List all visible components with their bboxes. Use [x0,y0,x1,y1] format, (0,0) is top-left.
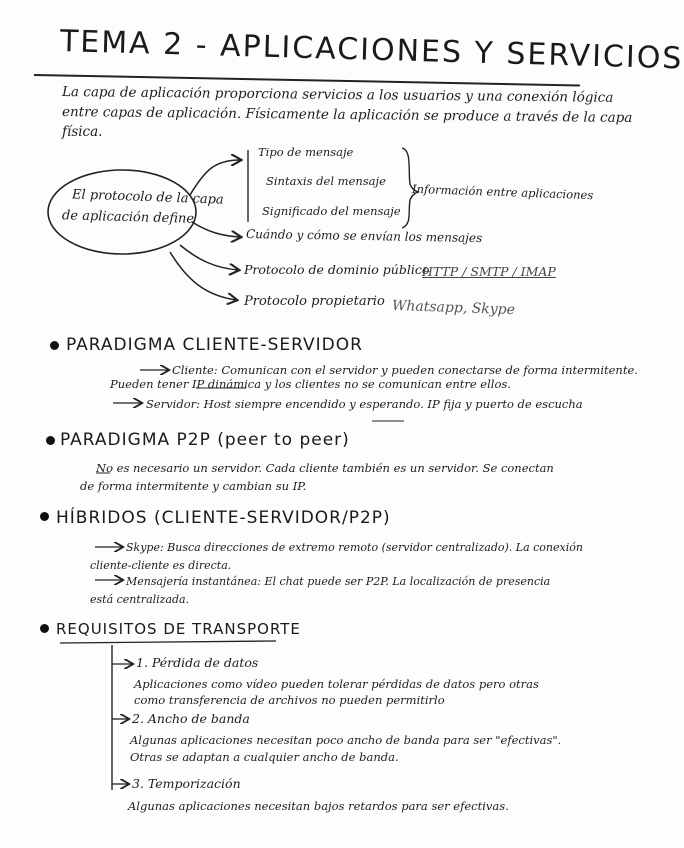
heading-transport: REQUISITOS DE TRANSPORTE [56,620,301,638]
p2p-line-2: de forma intermitente y cambian su IP. [80,479,307,493]
intro-line-2: entre capas de aplicación. Físicamente la aplicación se produce a través de la capa [61,104,633,126]
transport-item-3-title: 3. Temporización [132,776,241,791]
transport-item-1-line-2: como transferencia de archivos no pueden permitirlo [134,693,445,707]
when-how-text: Cuándo y cómo se envían los mensajes [245,226,483,246]
bullet-hybrid [40,512,49,521]
bullet-transport [40,624,49,633]
heading-hybrid: HÍBRIDOS (CLIENTE-SERVIDOR/P2P) [56,508,391,528]
arrow-to-message-list [190,160,240,195]
skype-line-1: Skype: Busca direcciones de extremo remoto (servidor centralizado). La conexión [126,541,583,554]
transport-item-2-line-1: Algunas aplicaciones necesitan poco ancho de banda para ser "efectivas". [130,733,562,747]
public-protocol-label: Protocolo de dominio público [244,262,430,277]
transport-heading-underline [60,641,276,643]
item-message-syntax: Sintaxis del mensaje [266,174,386,188]
heading-client-server: PARADIGMA CLIENTE-SERVIDOR [66,335,363,355]
brace-label: Información entre aplicaciones [411,181,594,203]
page-title: TEMA 2 - APLICACIONES Y SERVICIOS [59,24,684,77]
arrow-to-when-how [192,222,240,237]
bullet-client-server [50,341,59,350]
intro-line-1: La capa de aplicación proporciona servicios a los usuarios y una conexión lógica [61,84,614,106]
item-message-type: Tipo de mensaje [258,145,354,159]
messaging-line-1: Mensajería instantánea: El chat puede ser P2P. La localización de presencia [126,575,551,588]
public-protocol-examples: HTTP / SMTP / IMAP [422,264,556,279]
server-line: Servidor: Host siempre encendido y esperando. IP fija y puerto de escucha [146,397,583,411]
client-line-2: Pueden tener IP dinámica y los clientes no se comunican entre ellos. [110,377,511,391]
transport-item-2-title: 2. Ancho de banda [132,711,250,726]
bullet-p2p [46,436,55,445]
p2p-line-1: No es necesario un servidor. Cada cliente también es un servidor. Se conectan [96,461,554,475]
client-line-1: Cliente: Comunican con el servidor y pueden conectarse de forma intermitente. [172,363,638,377]
heading-p2p: PARADIGMA P2P (peer to peer) [60,430,350,450]
transport-item-1-title: 1. Pérdida de datos [136,655,259,670]
bubble-text-line-1: El protocolo de la capa [71,187,224,208]
item-message-meaning: Significado del mensaje [262,204,401,218]
transport-item-3-line-1: Algunas aplicaciones necesitan bajos retardos para ser efectivas. [128,799,509,813]
arrow-to-proprietary [170,252,236,300]
bubble-text-line-2: de aplicación define [61,208,195,227]
skype-line-2: cliente-cliente es directa. [90,559,232,572]
messaging-line-2: está centralizada. [90,593,190,606]
transport-item-1-line-1: Aplicaciones como vídeo pueden tolerar pérdidas de datos pero otras [134,677,539,691]
transport-item-2-line-2: Otras se adaptan a cualquier ancho de banda. [130,750,399,764]
arrow-to-public [180,245,238,270]
proprietary-protocol-label: Protocolo propietario [244,294,385,309]
proprietary-protocol-examples: Whatsapp, Skype [391,297,516,319]
intro-line-3: física. [62,124,103,140]
